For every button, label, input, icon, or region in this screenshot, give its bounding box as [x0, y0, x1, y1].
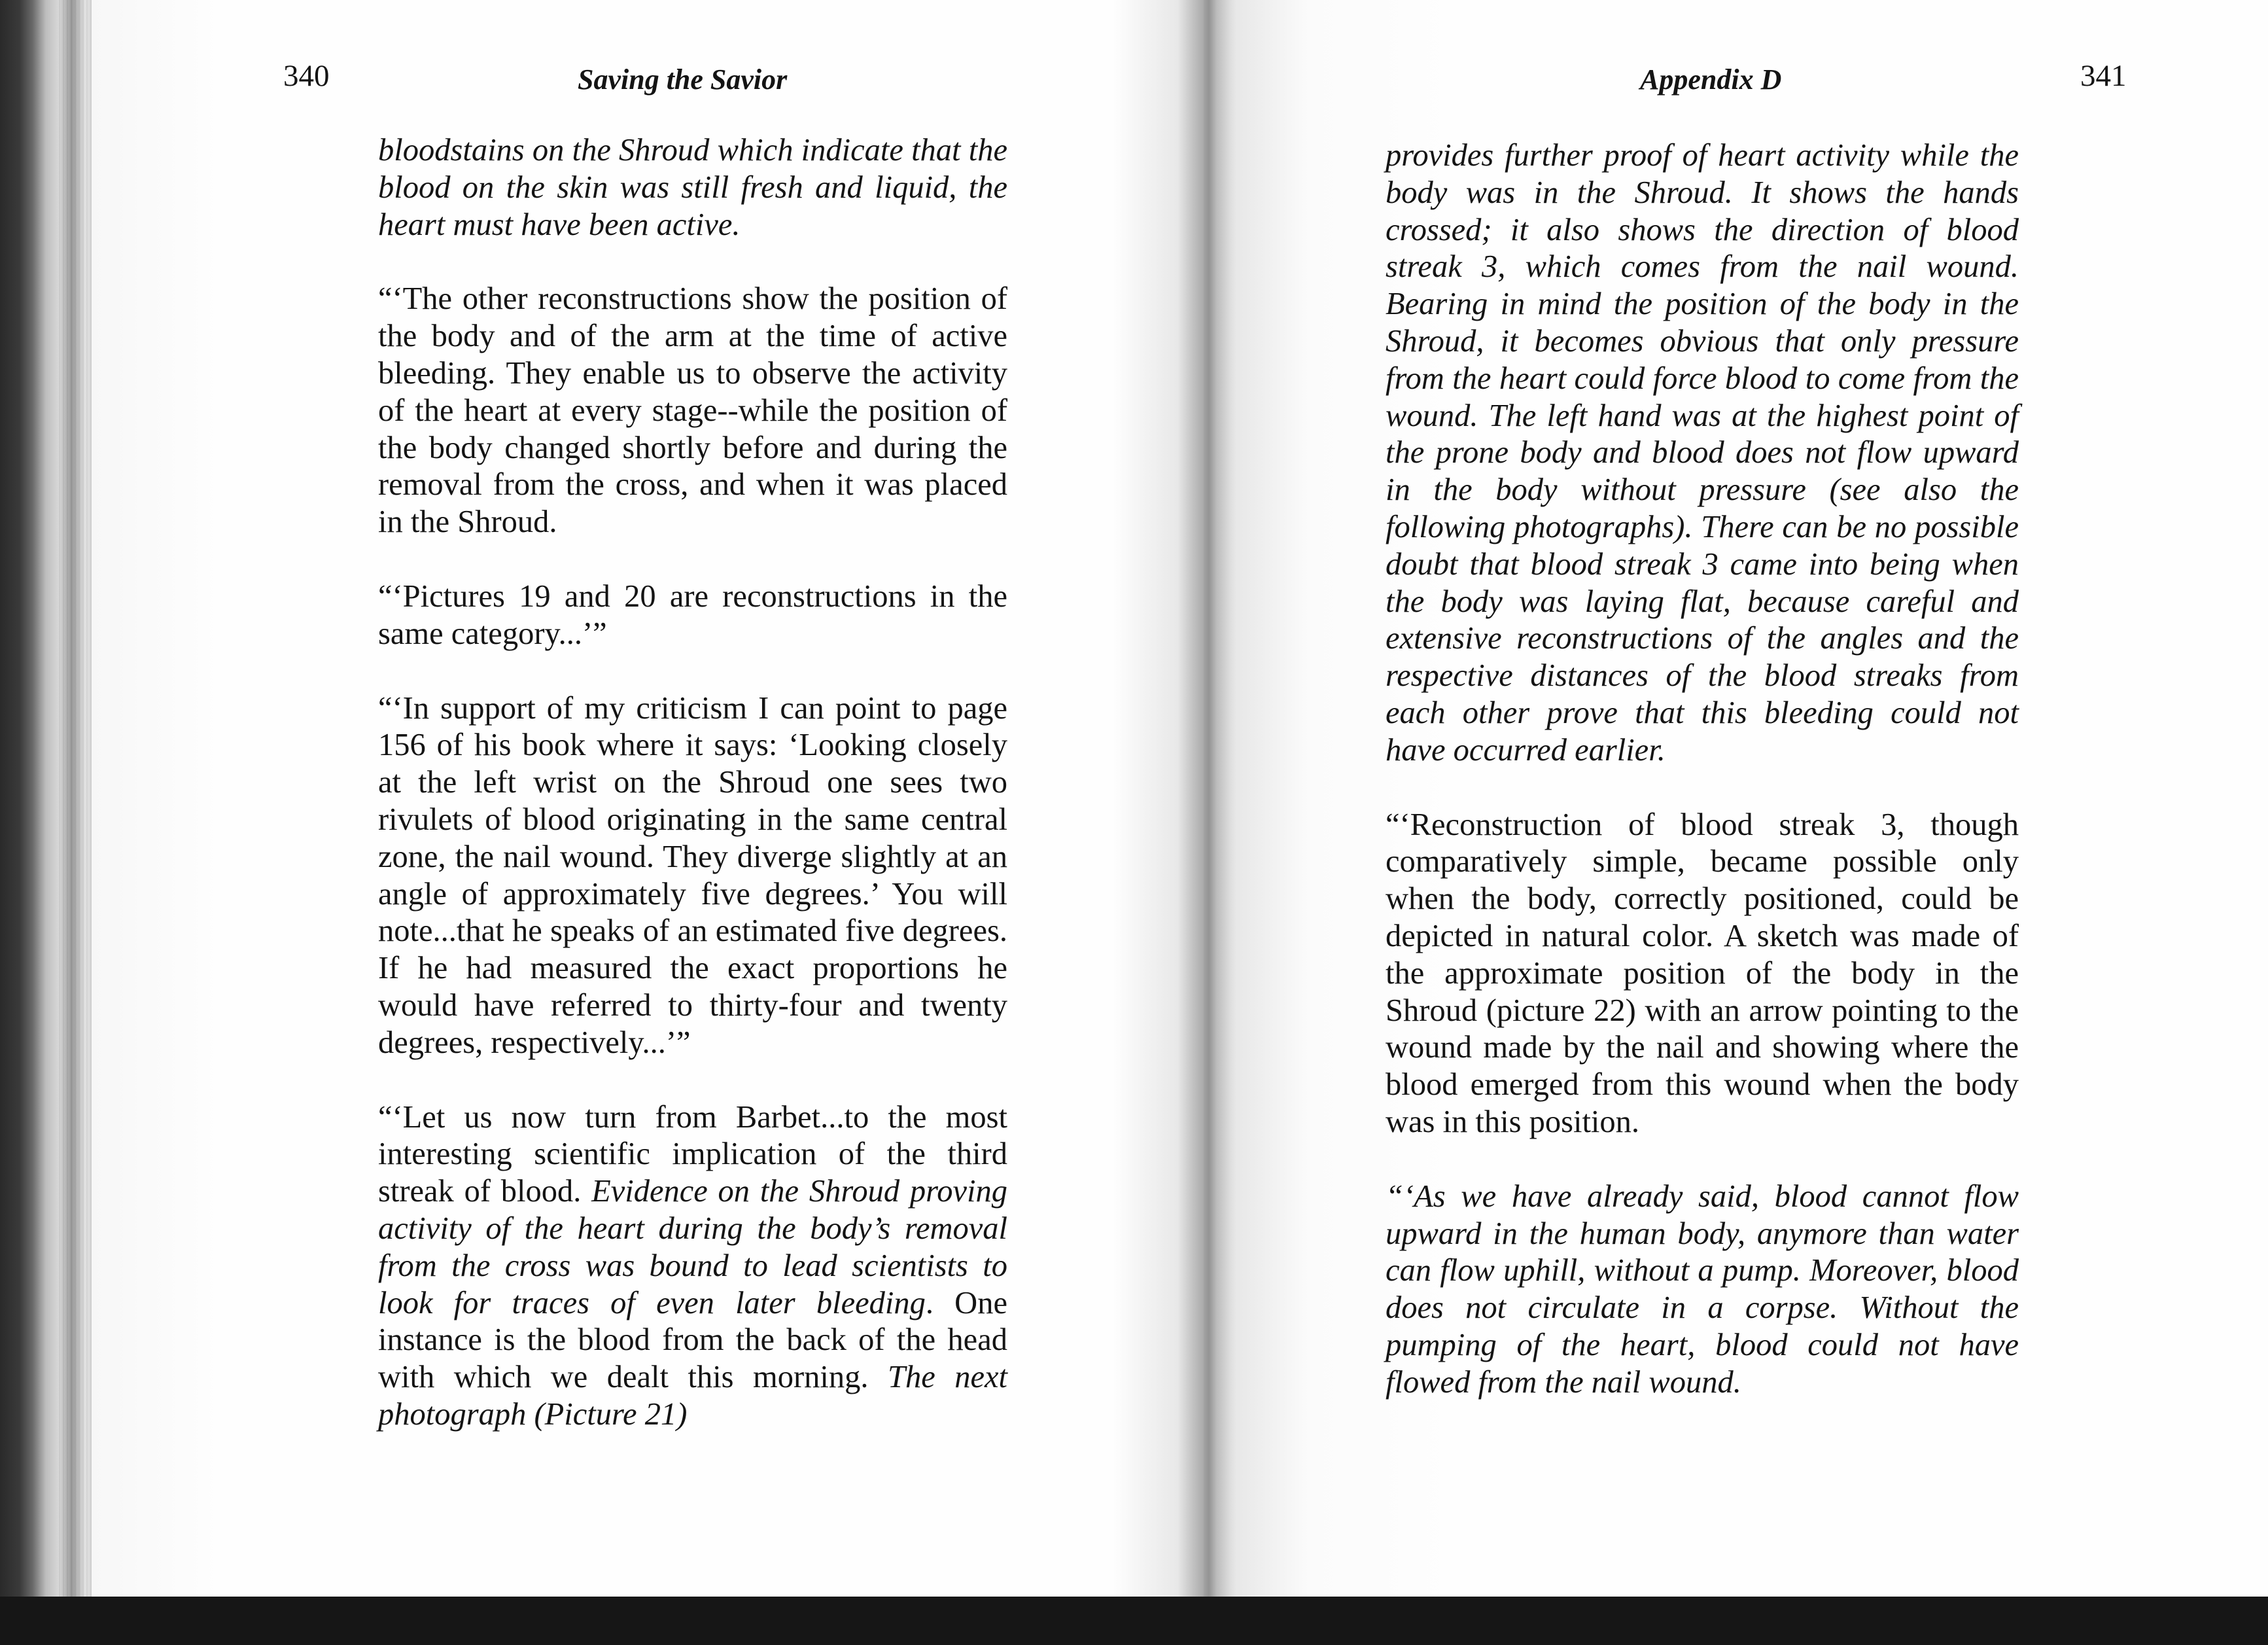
- paragraph: [1386, 137, 2019, 769]
- left-running-head: Saving the Savior: [578, 63, 788, 96]
- text-segment: “‘In support of my criticism I can point to page 156 of his book where it says: ‘Looking closely at the left wrist on the Shroud one sees two rivulets of blood originating in the same central zone, the nail wound. They diverge slightly at an angle of approximately five degrees.’ You will note...that he speaks of an estimated five degrees. If he had measured the exact proportions he would have referred to thirty-four and twenty degrees, respectively...’”: [378, 690, 1007, 1060]
- paragraph: [378, 578, 1007, 653]
- paragraph: [1386, 807, 2019, 1141]
- paragraph: [378, 1099, 1007, 1434]
- paragraph: [378, 132, 1007, 243]
- text-segment: “‘Reconstruction of blood streak 3, though comparatively simple, became possible only when the body, correctly positioned, could be depicted in natural color. A sketch was made of the approximate position of the body in the Shroud (picture 22) with an arrow pointing to the wound made by the nail and showing where the blood emerged from this wound when the body was in this position.: [1386, 807, 2019, 1139]
- text-segment: “‘Let us now turn from Barbet...to the most interesting scientific implication of the third streak of blood.: [378, 1099, 1007, 1209]
- left-body-text: [378, 132, 1007, 1434]
- italic-text-segment: provides further proof of heart activity while the body was in the Shroud. It shows the hands crossed; it also shows the direction of blood streak 3, which comes from the nail wound. Bearing in mind the position of the body in the Shroud, it becomes obvious that only pressure from the heart could force blood to come from the wound. The left hand was at the highest point of the prone body and blood does not flow upward in the body without pressure (see also the following photographs). There can be no possible doubt that blood streak 3 came into being when the body was laying flat, because careful and extensive reconstructions of the angles and the respective distances of the blood streaks from each other prove that this bleeding could not have occurred earlier.: [1386, 138, 2019, 768]
- gutter-shadow: [1178, 0, 1236, 1597]
- paragraph: [1386, 1178, 2019, 1402]
- italic-text-segment: Evidence on the Shroud proving activity of the heart during the body’s removal from the cross was bound to lead scientists to look for traces of even later bleeding: [378, 1174, 1007, 1320]
- paragraph: [378, 281, 1007, 541]
- italic-text-segment: The next photograph (Picture 21): [378, 1360, 1008, 1432]
- right-body-text: [1386, 137, 2019, 1402]
- text-segment: “‘Pictures 19 and 20 are reconstructions in the same category...’”: [378, 578, 1007, 651]
- paragraph: [378, 690, 1007, 1062]
- text-segment: . One instance is the blood from the back of the head with which we dealt this morning.: [378, 1285, 1007, 1395]
- left-page-number: 340: [283, 59, 330, 93]
- italic-text-segment: “‘As we have already said, blood cannot flow upward in the human body, anymore than water can flow uphill, without a pump. Moreover, blood does not circulate in a corpse. Without the pumping of the heart, blood could not have flowed from the nail wound.: [1386, 1178, 2019, 1400]
- right-page-number: 341: [2080, 59, 2127, 93]
- text-segment: “‘The other reconstructions show the position of the body and of the arm at the time of active bleeding. They enable us to observe the activity of the heart at every stage--while the position of the body changed shortly before and during the removal from the cross, and when it was placed in the Shroud.: [378, 281, 1007, 540]
- right-running-head: Appendix D: [1640, 63, 1782, 96]
- italic-text-segment: bloodstains on the Shroud which indicate that the blood on the skin was still fresh and liquid, the heart must have been active.: [378, 133, 1007, 242]
